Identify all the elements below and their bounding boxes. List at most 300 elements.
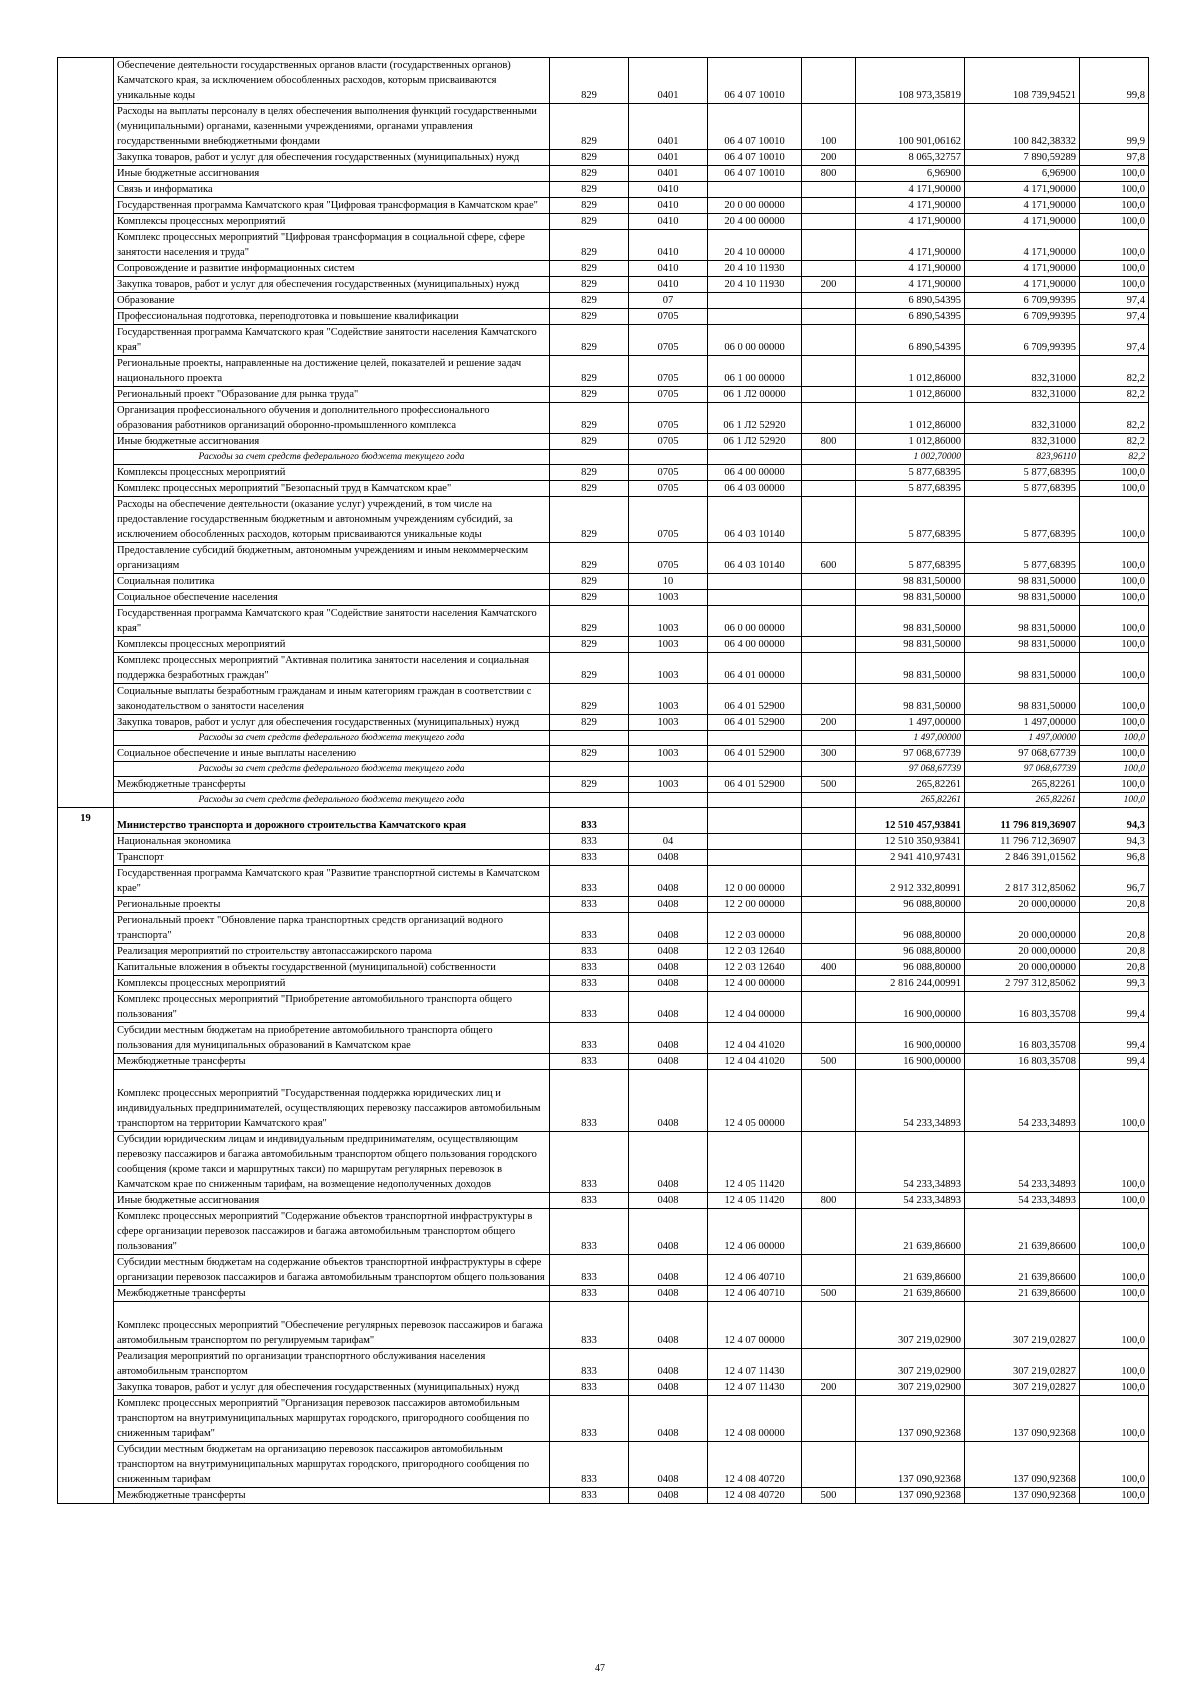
row-execution-percent: 100,0 bbox=[1080, 762, 1149, 777]
row-executed-amount: 54 233,34893 bbox=[965, 1070, 1080, 1132]
table-row bbox=[58, 1349, 1149, 1380]
row-section-code: 0410 bbox=[629, 261, 708, 277]
row-planned-amount: 137 090,92368 bbox=[856, 1396, 965, 1442]
row-expense-type bbox=[802, 182, 856, 198]
row-target-article: 12 2 03 12640 bbox=[708, 944, 802, 960]
row-department-code: 833 bbox=[550, 808, 629, 834]
row-section-code: 0408 bbox=[629, 866, 708, 897]
row-section-code: 0408 bbox=[629, 1070, 708, 1132]
row-execution-percent: 99,9 bbox=[1080, 104, 1149, 150]
table-row bbox=[58, 960, 1149, 976]
row-department-code: 829 bbox=[550, 277, 629, 293]
row-expense-type: 300 bbox=[802, 746, 856, 762]
row-name: Капитальные вложения в объекты государственной (муниципальной) собственности bbox=[114, 960, 550, 976]
row-execution-percent: 100,0 bbox=[1080, 793, 1149, 808]
row-expense-type bbox=[802, 944, 856, 960]
row-department-code: 829 bbox=[550, 104, 629, 150]
row-executed-amount: 137 090,92368 bbox=[965, 1442, 1080, 1488]
row-section-code: 10 bbox=[629, 574, 708, 590]
row-planned-amount: 21 639,86600 bbox=[856, 1286, 965, 1302]
row-target-article: 12 4 06 40710 bbox=[708, 1286, 802, 1302]
row-executed-amount: 98 831,50000 bbox=[965, 590, 1080, 606]
federal-budget-subrow bbox=[58, 450, 1149, 465]
row-name: Комплексы процессных мероприятий bbox=[114, 976, 550, 992]
row-name: Расходы за счет средств федерального бюджета текущего года bbox=[114, 450, 550, 465]
row-section-code: 0705 bbox=[629, 387, 708, 403]
row-execution-percent: 100,0 bbox=[1080, 182, 1149, 198]
row-planned-amount: 5 877,68395 bbox=[856, 543, 965, 574]
row-name: Расходы за счет средств федерального бюджета текущего года bbox=[114, 793, 550, 808]
row-expense-type bbox=[802, 606, 856, 637]
row-expense-type: 200 bbox=[802, 277, 856, 293]
row-section-code: 0408 bbox=[629, 1193, 708, 1209]
row-name: Закупка товаров, работ и услуг для обеспечения государственных (муниципальных) нужд bbox=[114, 150, 550, 166]
row-execution-percent: 82,2 bbox=[1080, 403, 1149, 434]
row-execution-percent: 100,0 bbox=[1080, 1349, 1149, 1380]
row-target-article bbox=[708, 793, 802, 808]
row-planned-amount: 5 877,68395 bbox=[856, 481, 965, 497]
row-target-article: 12 4 06 00000 bbox=[708, 1209, 802, 1255]
row-expense-type bbox=[802, 497, 856, 543]
row-execution-percent: 82,2 bbox=[1080, 450, 1149, 465]
table-row bbox=[58, 1209, 1149, 1255]
row-name: Комплексы процессных мероприятий bbox=[114, 465, 550, 481]
row-expense-type: 200 bbox=[802, 150, 856, 166]
row-department-code: 829 bbox=[550, 309, 629, 325]
table-row bbox=[58, 198, 1149, 214]
row-department-code: 829 bbox=[550, 150, 629, 166]
row-name: Субсидии местным бюджетам на содержание объектов транспортной инфраструктуры в сфере организации перевозок пассажиров и багажа автомобильным транспортом общего пользования bbox=[114, 1255, 550, 1286]
row-executed-amount: 5 877,68395 bbox=[965, 465, 1080, 481]
row-expense-type: 500 bbox=[802, 1286, 856, 1302]
table-row bbox=[58, 866, 1149, 897]
row-expense-type bbox=[802, 590, 856, 606]
row-target-article: 20 4 10 00000 bbox=[708, 230, 802, 261]
table-row bbox=[58, 1255, 1149, 1286]
table-row bbox=[58, 1023, 1149, 1054]
row-section-code: 1003 bbox=[629, 653, 708, 684]
row-target-article: 06 1 Л2 52920 bbox=[708, 403, 802, 434]
row-department-code: 833 bbox=[550, 944, 629, 960]
row-target-article: 12 4 07 00000 bbox=[708, 1302, 802, 1349]
row-planned-amount: 8 065,32757 bbox=[856, 150, 965, 166]
row-executed-amount: 20 000,00000 bbox=[965, 897, 1080, 913]
row-execution-percent: 100,0 bbox=[1080, 1255, 1149, 1286]
row-target-article: 06 0 00 00000 bbox=[708, 325, 802, 356]
row-planned-amount: 16 900,00000 bbox=[856, 1023, 965, 1054]
row-execution-percent: 100,0 bbox=[1080, 653, 1149, 684]
row-executed-amount: 21 639,86600 bbox=[965, 1286, 1080, 1302]
row-department-code: 829 bbox=[550, 356, 629, 387]
table-row bbox=[58, 104, 1149, 150]
row-department-code: 829 bbox=[550, 261, 629, 277]
row-planned-amount: 97 068,67739 bbox=[856, 746, 965, 762]
row-planned-amount: 97 068,67739 bbox=[856, 762, 965, 777]
row-execution-percent: 100,0 bbox=[1080, 1396, 1149, 1442]
row-department-code: 829 bbox=[550, 481, 629, 497]
table-row bbox=[58, 403, 1149, 434]
row-expense-type bbox=[802, 1023, 856, 1054]
row-expense-type bbox=[802, 834, 856, 850]
row-name: Транспорт bbox=[114, 850, 550, 866]
row-executed-amount: 98 831,50000 bbox=[965, 637, 1080, 653]
row-section-code: 04 bbox=[629, 834, 708, 850]
row-name: Субсидии местным бюджетам на организацию перевозок пассажиров автомобильным транспортом на внутримуниципальных маршрутах городского, пригородного сообщения по сниженным тарифам bbox=[114, 1442, 550, 1488]
row-executed-amount: 832,31000 bbox=[965, 387, 1080, 403]
row-execution-percent: 97,4 bbox=[1080, 325, 1149, 356]
row-name: Закупка товаров, работ и услуг для обеспечения государственных (муниципальных) нужд bbox=[114, 715, 550, 731]
row-execution-percent: 100,0 bbox=[1080, 684, 1149, 715]
row-expense-type bbox=[802, 1442, 856, 1488]
row-name: Социальное обеспечение населения bbox=[114, 590, 550, 606]
row-section-code: 0408 bbox=[629, 1023, 708, 1054]
row-executed-amount: 5 877,68395 bbox=[965, 497, 1080, 543]
row-target-article: 06 4 03 10140 bbox=[708, 497, 802, 543]
row-name: Иные бюджетные ассигнования bbox=[114, 166, 550, 182]
table-row bbox=[58, 1380, 1149, 1396]
row-planned-amount: 307 219,02900 bbox=[856, 1380, 965, 1396]
row-planned-amount: 1 012,86000 bbox=[856, 403, 965, 434]
row-planned-amount: 98 831,50000 bbox=[856, 653, 965, 684]
row-planned-amount: 6 890,54395 bbox=[856, 309, 965, 325]
row-department-code: 833 bbox=[550, 1193, 629, 1209]
row-name: Субсидии юридическим лицам и индивидуальным предпринимателям, осуществляющим перевозку пассажиров и багажа автомобильным транспортом общего пользования городского сообщения (кроме такси и маршрутных такси) по маршрутам регулярных перевозок в Камчатском крае по сниженным тарифам, на возмещение недополученных доходов bbox=[114, 1132, 550, 1193]
row-target-article: 06 4 00 00000 bbox=[708, 637, 802, 653]
row-name: Социальные выплаты безработным гражданам и иным категориям граждан в соответствии с законодательством о занятости населения bbox=[114, 684, 550, 715]
row-planned-amount: 100 901,06162 bbox=[856, 104, 965, 150]
row-name: Региональные проекты bbox=[114, 897, 550, 913]
row-expense-type bbox=[802, 403, 856, 434]
row-planned-amount: 1 012,86000 bbox=[856, 387, 965, 403]
row-execution-percent: 96,8 bbox=[1080, 850, 1149, 866]
row-section-code: 0410 bbox=[629, 277, 708, 293]
row-executed-amount: 832,31000 bbox=[965, 356, 1080, 387]
row-section-code: 0408 bbox=[629, 1442, 708, 1488]
row-executed-amount: 98 831,50000 bbox=[965, 606, 1080, 637]
row-execution-percent: 100,0 bbox=[1080, 1132, 1149, 1193]
row-department-code: 833 bbox=[550, 1349, 629, 1380]
row-expense-type: 800 bbox=[802, 166, 856, 182]
row-expense-type bbox=[802, 850, 856, 866]
row-department-code: 833 bbox=[550, 1209, 629, 1255]
row-name: Иные бюджетные ассигнования bbox=[114, 1193, 550, 1209]
table-row bbox=[58, 325, 1149, 356]
table-row bbox=[58, 277, 1149, 293]
table-row bbox=[58, 309, 1149, 325]
row-target-article: 06 4 07 10010 bbox=[708, 166, 802, 182]
row-planned-amount: 307 219,02900 bbox=[856, 1302, 965, 1349]
row-execution-percent: 97,8 bbox=[1080, 150, 1149, 166]
row-execution-percent: 100,0 bbox=[1080, 497, 1149, 543]
row-target-article bbox=[708, 731, 802, 746]
row-target-article bbox=[708, 850, 802, 866]
row-name: Профессиональная подготовка, переподготовка и повышение квалификации bbox=[114, 309, 550, 325]
row-expense-type bbox=[802, 866, 856, 897]
row-department-code: 829 bbox=[550, 590, 629, 606]
row-expense-type bbox=[802, 198, 856, 214]
row-name: Региональный проект "Образование для рынка труда" bbox=[114, 387, 550, 403]
row-name: Государственная программа Камчатского края "Развитие транспортной системы в Камчатском крае" bbox=[114, 866, 550, 897]
row-executed-amount: 1 497,00000 bbox=[965, 731, 1080, 746]
table-row bbox=[58, 1070, 1149, 1132]
row-name: Межбюджетные трансферты bbox=[114, 777, 550, 793]
row-name: Межбюджетные трансферты bbox=[114, 1286, 550, 1302]
table-row bbox=[58, 293, 1149, 309]
row-execution-percent: 100,0 bbox=[1080, 1380, 1149, 1396]
row-section-code: 0408 bbox=[629, 1380, 708, 1396]
row-name: Расходы на выплаты персоналу в целях обеспечения выполнения функций государственными (муниципальными) органами, казенными учреждениями, органами управления государственными внебюджетными фондами bbox=[114, 104, 550, 150]
row-execution-percent: 99,4 bbox=[1080, 992, 1149, 1023]
row-executed-amount: 832,31000 bbox=[965, 403, 1080, 434]
table-row bbox=[58, 777, 1149, 793]
budget-table bbox=[57, 57, 1149, 1504]
row-section-code: 0401 bbox=[629, 58, 708, 104]
table-row bbox=[58, 897, 1149, 913]
row-planned-amount: 12 510 350,93841 bbox=[856, 834, 965, 850]
row-department-code: 829 bbox=[550, 230, 629, 261]
row-section-code: 0408 bbox=[629, 1286, 708, 1302]
row-executed-amount: 137 090,92368 bbox=[965, 1396, 1080, 1442]
table-row bbox=[58, 913, 1149, 944]
row-name: Комплекс процессных мероприятий "Организация перевозок пассажиров автомобильным транспортом на внутримуниципальных маршрутах городского, пригородного сообщения по сниженным тарифам" bbox=[114, 1396, 550, 1442]
row-target-article: 12 4 08 40720 bbox=[708, 1442, 802, 1488]
row-expense-type bbox=[802, 1349, 856, 1380]
row-expense-type: 800 bbox=[802, 434, 856, 450]
row-name: Организация профессионального обучения и дополнительного профессионального образования работников организаций оборонно-промышленного комплекса bbox=[114, 403, 550, 434]
row-expense-type: 800 bbox=[802, 1193, 856, 1209]
table-row bbox=[58, 1396, 1149, 1442]
row-department-code: 833 bbox=[550, 960, 629, 976]
ministry-number: 19 bbox=[58, 808, 114, 1504]
row-section-code: 0408 bbox=[629, 1349, 708, 1380]
table-row bbox=[58, 182, 1149, 198]
row-target-article: 12 4 08 00000 bbox=[708, 1396, 802, 1442]
row-department-code bbox=[550, 731, 629, 746]
row-department-code: 833 bbox=[550, 1380, 629, 1396]
row-section-code: 0705 bbox=[629, 434, 708, 450]
row-executed-amount: 20 000,00000 bbox=[965, 960, 1080, 976]
row-section-code: 0408 bbox=[629, 960, 708, 976]
row-name: Расходы за счет средств федерального бюджета текущего года bbox=[114, 762, 550, 777]
row-target-article: 12 4 08 40720 bbox=[708, 1488, 802, 1504]
row-executed-amount: 4 171,90000 bbox=[965, 277, 1080, 293]
row-executed-amount: 6 709,99395 bbox=[965, 325, 1080, 356]
row-number-cell bbox=[58, 58, 114, 808]
row-expense-type bbox=[802, 356, 856, 387]
table-row bbox=[58, 356, 1149, 387]
row-execution-percent: 100,0 bbox=[1080, 1209, 1149, 1255]
row-target-article: 06 4 01 52900 bbox=[708, 746, 802, 762]
row-execution-percent: 100,0 bbox=[1080, 1488, 1149, 1504]
row-executed-amount: 11 796 819,36907 bbox=[965, 808, 1080, 834]
table-row bbox=[58, 976, 1149, 992]
row-name: Государственная программа Камчатского края "Цифровая трансформация в Камчатском крае" bbox=[114, 198, 550, 214]
row-executed-amount: 307 219,02827 bbox=[965, 1380, 1080, 1396]
row-execution-percent: 20,8 bbox=[1080, 960, 1149, 976]
row-execution-percent: 99,4 bbox=[1080, 1054, 1149, 1070]
row-department-code: 833 bbox=[550, 1070, 629, 1132]
row-execution-percent: 100,0 bbox=[1080, 465, 1149, 481]
row-expense-type bbox=[802, 637, 856, 653]
row-department-code: 833 bbox=[550, 866, 629, 897]
row-target-article bbox=[708, 590, 802, 606]
ministry-row bbox=[58, 808, 1149, 834]
row-planned-amount: 4 171,90000 bbox=[856, 230, 965, 261]
table-row bbox=[58, 261, 1149, 277]
row-expense-type bbox=[802, 293, 856, 309]
row-expense-type: 500 bbox=[802, 1054, 856, 1070]
row-target-article bbox=[708, 450, 802, 465]
row-department-code: 833 bbox=[550, 1302, 629, 1349]
table-row bbox=[58, 992, 1149, 1023]
row-department-code: 829 bbox=[550, 325, 629, 356]
row-expense-type bbox=[802, 309, 856, 325]
table-row bbox=[58, 850, 1149, 866]
row-target-article: 06 1 Л2 52920 bbox=[708, 434, 802, 450]
row-target-article: 06 4 03 00000 bbox=[708, 481, 802, 497]
row-executed-amount: 98 831,50000 bbox=[965, 684, 1080, 715]
row-expense-type bbox=[802, 465, 856, 481]
row-executed-amount: 2 817 312,85062 bbox=[965, 866, 1080, 897]
row-execution-percent: 100,0 bbox=[1080, 166, 1149, 182]
row-executed-amount: 16 803,35708 bbox=[965, 1023, 1080, 1054]
row-expense-type bbox=[802, 992, 856, 1023]
row-target-article: 12 4 04 41020 bbox=[708, 1023, 802, 1054]
row-department-code: 829 bbox=[550, 715, 629, 731]
row-execution-percent: 82,2 bbox=[1080, 434, 1149, 450]
page-number: 47 bbox=[595, 1663, 605, 1674]
row-department-code: 833 bbox=[550, 897, 629, 913]
table-row bbox=[58, 58, 1149, 104]
row-executed-amount: 307 219,02827 bbox=[965, 1302, 1080, 1349]
row-executed-amount: 6,96900 bbox=[965, 166, 1080, 182]
row-execution-percent: 100,0 bbox=[1080, 777, 1149, 793]
row-section-code: 1003 bbox=[629, 715, 708, 731]
row-execution-percent: 100,0 bbox=[1080, 261, 1149, 277]
row-name: Комплекс процессных мероприятий "Обеспечение регулярных перевозок пассажиров и багажа автомобильным транспортом по регулируемым тарифам" bbox=[114, 1302, 550, 1349]
row-executed-amount: 4 171,90000 bbox=[965, 261, 1080, 277]
row-target-article bbox=[708, 309, 802, 325]
row-target-article: 06 4 07 10010 bbox=[708, 150, 802, 166]
row-planned-amount: 54 233,34893 bbox=[856, 1193, 965, 1209]
row-section-code: 0705 bbox=[629, 325, 708, 356]
row-expense-type bbox=[802, 653, 856, 684]
row-executed-amount: 307 219,02827 bbox=[965, 1349, 1080, 1380]
table-row bbox=[58, 434, 1149, 450]
table-row bbox=[58, 230, 1149, 261]
row-executed-amount: 137 090,92368 bbox=[965, 1488, 1080, 1504]
table-row bbox=[58, 497, 1149, 543]
row-section-code: 1003 bbox=[629, 777, 708, 793]
row-executed-amount: 7 890,59289 bbox=[965, 150, 1080, 166]
row-planned-amount: 96 088,80000 bbox=[856, 897, 965, 913]
row-expense-type bbox=[802, 230, 856, 261]
row-planned-amount: 265,82261 bbox=[856, 777, 965, 793]
row-target-article: 06 1 00 00000 bbox=[708, 356, 802, 387]
row-name: Субсидии местным бюджетам на приобретение автомобильного транспорта общего пользования для муниципальных образований в Камчатском крае bbox=[114, 1023, 550, 1054]
row-planned-amount: 98 831,50000 bbox=[856, 606, 965, 637]
row-planned-amount: 6 890,54395 bbox=[856, 293, 965, 309]
row-section-code: 0408 bbox=[629, 1054, 708, 1070]
row-name: Комплекс процессных мероприятий "Активная политика занятости населения и социальная поддержка безработных граждан" bbox=[114, 653, 550, 684]
row-section-code: 0410 bbox=[629, 198, 708, 214]
row-section-code: 0408 bbox=[629, 913, 708, 944]
row-department-code: 829 bbox=[550, 465, 629, 481]
row-execution-percent: 100,0 bbox=[1080, 1302, 1149, 1349]
row-name: Государственная программа Камчатского края "Содействие занятости населения Камчатского края" bbox=[114, 606, 550, 637]
row-target-article: 20 4 10 11930 bbox=[708, 261, 802, 277]
row-section-code: 1003 bbox=[629, 684, 708, 715]
table-row bbox=[58, 1488, 1149, 1504]
row-planned-amount: 4 171,90000 bbox=[856, 198, 965, 214]
row-expense-type bbox=[802, 793, 856, 808]
row-planned-amount: 137 090,92368 bbox=[856, 1442, 965, 1488]
row-execution-percent: 82,2 bbox=[1080, 356, 1149, 387]
row-planned-amount: 1 002,70000 bbox=[856, 450, 965, 465]
row-execution-percent: 100,0 bbox=[1080, 746, 1149, 762]
row-expense-type bbox=[802, 1070, 856, 1132]
row-department-code: 829 bbox=[550, 777, 629, 793]
row-section-code: 0408 bbox=[629, 976, 708, 992]
table-row bbox=[58, 214, 1149, 230]
table-row bbox=[58, 590, 1149, 606]
row-execution-percent: 100,0 bbox=[1080, 590, 1149, 606]
row-department-code: 829 bbox=[550, 637, 629, 653]
row-executed-amount: 97 068,67739 bbox=[965, 762, 1080, 777]
row-section-code: 1003 bbox=[629, 746, 708, 762]
row-executed-amount: 100 842,38332 bbox=[965, 104, 1080, 150]
row-department-code: 829 bbox=[550, 653, 629, 684]
row-section-code bbox=[629, 450, 708, 465]
row-name: Министерство транспорта и дорожного строительства Камчатского края bbox=[114, 808, 550, 834]
row-target-article: 12 4 05 11420 bbox=[708, 1193, 802, 1209]
row-target-article: 12 4 05 00000 bbox=[708, 1070, 802, 1132]
row-section-code: 0705 bbox=[629, 403, 708, 434]
row-name: Закупка товаров, работ и услуг для обеспечения государственных (муниципальных) нужд bbox=[114, 277, 550, 293]
row-target-article bbox=[708, 182, 802, 198]
row-name: Комплексы процессных мероприятий bbox=[114, 637, 550, 653]
row-department-code: 833 bbox=[550, 1286, 629, 1302]
row-execution-percent: 100,0 bbox=[1080, 1442, 1149, 1488]
row-target-article: 06 4 01 52900 bbox=[708, 715, 802, 731]
table-row bbox=[58, 606, 1149, 637]
table-row bbox=[58, 637, 1149, 653]
row-section-code: 0705 bbox=[629, 465, 708, 481]
row-name: Реализация мероприятий по организации транспортного обслуживания населения автомобильным транспортом bbox=[114, 1349, 550, 1380]
row-section-code: 1003 bbox=[629, 590, 708, 606]
row-target-article: 06 4 07 10010 bbox=[708, 58, 802, 104]
row-section-code: 0408 bbox=[629, 992, 708, 1023]
row-executed-amount: 108 739,94521 bbox=[965, 58, 1080, 104]
table-row bbox=[58, 944, 1149, 960]
row-department-code: 829 bbox=[550, 403, 629, 434]
table-row bbox=[58, 684, 1149, 715]
row-section-code: 07 bbox=[629, 293, 708, 309]
row-expense-type: 500 bbox=[802, 1488, 856, 1504]
row-executed-amount: 5 877,68395 bbox=[965, 543, 1080, 574]
row-name: Комплекс процессных мероприятий "Безопасный труд в Камчатском крае" bbox=[114, 481, 550, 497]
row-section-code: 1003 bbox=[629, 637, 708, 653]
row-department-code: 829 bbox=[550, 198, 629, 214]
row-expense-type bbox=[802, 1132, 856, 1193]
row-execution-percent: 100,0 bbox=[1080, 214, 1149, 230]
row-target-article: 06 4 01 52900 bbox=[708, 684, 802, 715]
row-department-code: 829 bbox=[550, 434, 629, 450]
row-name: Связь и информатика bbox=[114, 182, 550, 198]
row-execution-percent: 100,0 bbox=[1080, 574, 1149, 590]
row-execution-percent: 99,8 bbox=[1080, 58, 1149, 104]
row-executed-amount: 98 831,50000 bbox=[965, 653, 1080, 684]
